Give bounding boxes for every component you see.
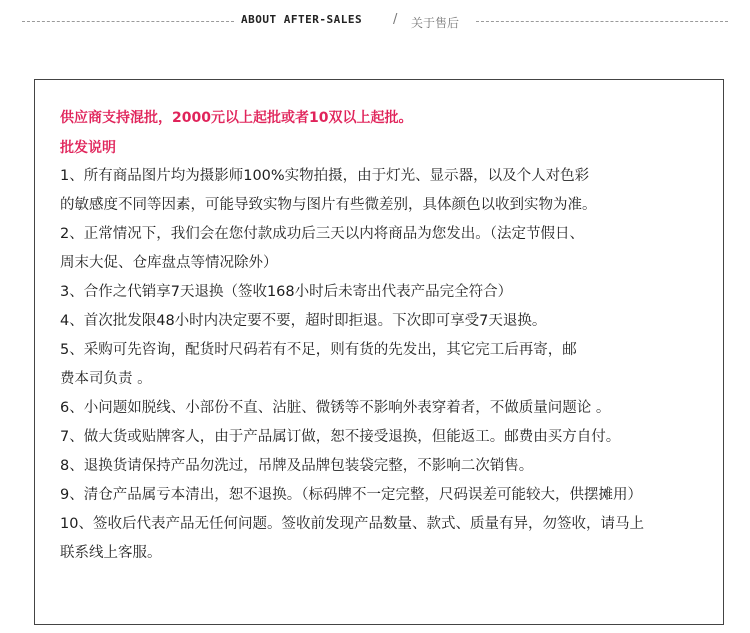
policy-line: 2、正常情况下，我们会在您付款成功后三天以内将商品为您发出。（法定节假日、 bbox=[60, 226, 584, 242]
policy-line: 周末大促、仓库盘点等情况除外） bbox=[60, 255, 278, 271]
policy-line: 5、采购可先咨询，配货时尺码若有不足，则有货的先发出，其它完工后再寄，邮 bbox=[60, 342, 577, 358]
header-separator: / bbox=[393, 12, 398, 27]
policy-line: 8、退换货请保持产品勿洗过，吊牌及品牌包装袋完整，不影响二次销售。 bbox=[60, 458, 534, 474]
policy-line: 的敏感度不同等因素，可能导致实物与图片有些微差别，具体颜色以收到实物为准。 bbox=[60, 197, 597, 213]
policy-line: 联系线上客服。 bbox=[60, 545, 162, 561]
policy-line: 费本司负责 。 bbox=[60, 371, 152, 387]
header-divider-left bbox=[22, 21, 234, 22]
section-heading: 批发说明 bbox=[60, 140, 116, 156]
policy-line: 6、小问题如脱线、小部份不直、沾脏、微锈等不影响外表穿着者，不做质量问题论 。 bbox=[60, 400, 611, 416]
header-divider-right bbox=[476, 21, 728, 22]
section-header bbox=[0, 10, 750, 32]
wholesale-notice: 供应商支持混批，2000元以上起批或者10双以上起批。 bbox=[60, 110, 413, 126]
policy-line: 3、合作之代销享7天退换（签收168小时后未寄出代表产品完全符合） bbox=[60, 284, 513, 300]
header-title-en: ABOUT AFTER-SALES bbox=[241, 13, 363, 26]
wholesale-info-box bbox=[34, 79, 724, 625]
policy-line: 10、签收后代表产品无任何问题。签收前发现产品数量、款式、质量有异，勿签收，请马上 bbox=[60, 516, 644, 532]
policy-line: 1、所有商品图片均为摄影师100%实物拍摄，由于灯光、显示器，以及个人对色彩 bbox=[60, 168, 590, 184]
policy-line: 9、清仓产品属亏本清出，恕不退换。（标码牌不一定完整，尺码误差可能较大，供摆摊用） bbox=[60, 487, 642, 503]
header-title-cn: 关于售后 bbox=[411, 16, 460, 30]
policy-line: 4、首次批发限48小时内决定要不要，超时即拒退。下次即可享受7天退换。 bbox=[60, 313, 547, 329]
policy-line: 7、做大货或贴牌客人，由于产品属订做，恕不接受退换，但能返工。邮费由买方自付。 bbox=[60, 429, 621, 445]
